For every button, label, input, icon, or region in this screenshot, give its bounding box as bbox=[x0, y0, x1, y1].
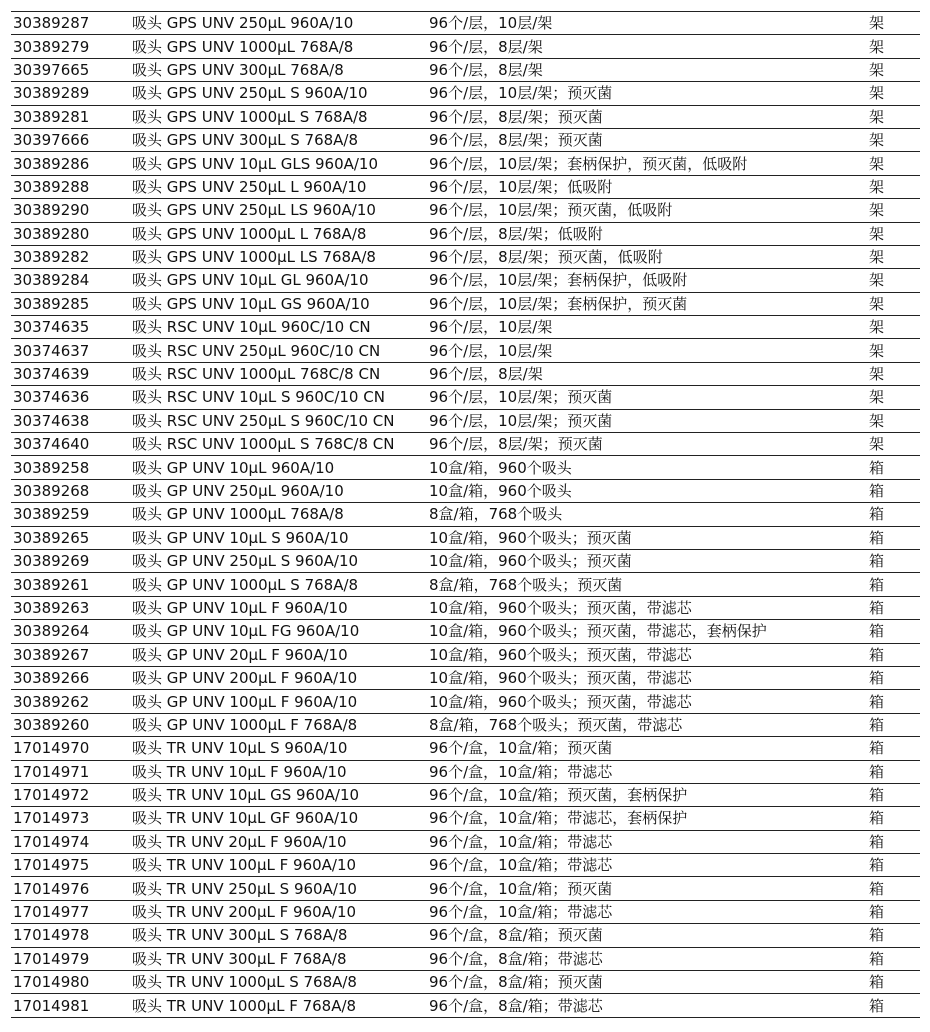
product-name-cell: 吸头 TR UNV 100µL F 960A/10 bbox=[130, 854, 427, 877]
packaging-cell: 96个/盒，8盒/箱；带滤芯 bbox=[427, 994, 867, 1017]
product-name-cell: 吸头 TR UNV 1000µL S 768A/8 bbox=[130, 971, 427, 994]
unit-cell: 箱 bbox=[867, 947, 920, 970]
unit-cell: 架 bbox=[867, 58, 920, 81]
table-row bbox=[11, 854, 920, 877]
product-code-cell: 30374635 bbox=[11, 316, 130, 339]
table-row bbox=[11, 409, 920, 432]
product-code-cell: 30389263 bbox=[11, 596, 130, 619]
product-code-cell: 30389269 bbox=[11, 549, 130, 572]
product-code-cell: 17014977 bbox=[11, 900, 130, 923]
packaging-cell: 96个/盒，10盒/箱；带滤芯 bbox=[427, 760, 867, 783]
packaging-cell: 96个/盒，10盒/箱；预灭菌 bbox=[427, 877, 867, 900]
product-name-cell: 吸头 TR UNV 250µL S 960A/10 bbox=[130, 877, 427, 900]
table-row bbox=[11, 713, 920, 736]
packaging-cell: 10盒/箱，960个吸头；预灭菌 bbox=[427, 549, 867, 572]
product-name-cell: 吸头 GP UNV 10µL FG 960A/10 bbox=[130, 620, 427, 643]
packaging-cell: 96个/盒，10盒/箱；带滤芯 bbox=[427, 900, 867, 923]
unit-cell: 架 bbox=[867, 222, 920, 245]
product-code-cell: 30389258 bbox=[11, 456, 130, 479]
unit-cell: 架 bbox=[867, 316, 920, 339]
packaging-cell: 8盒/箱，768个吸头；预灭菌 bbox=[427, 573, 867, 596]
product-code-cell: 17014980 bbox=[11, 971, 130, 994]
product-code-cell: 30389284 bbox=[11, 269, 130, 292]
product-code-cell: 30374640 bbox=[11, 433, 130, 456]
product-code-cell: 17014979 bbox=[11, 947, 130, 970]
product-name-cell: 吸头 GPS UNV 250µL S 960A/10 bbox=[130, 82, 427, 105]
product-name-cell: 吸头 RSC UNV 250µL 960C/10 CN bbox=[130, 339, 427, 362]
table-row bbox=[11, 900, 920, 923]
product-name-cell: 吸头 GP UNV 20µL F 960A/10 bbox=[130, 643, 427, 666]
product-code-cell: 30389267 bbox=[11, 643, 130, 666]
product-code-cell: 17014972 bbox=[11, 783, 130, 806]
table-row bbox=[11, 128, 920, 151]
unit-cell: 架 bbox=[867, 12, 920, 35]
table-row bbox=[11, 479, 920, 502]
unit-cell: 箱 bbox=[867, 924, 920, 947]
packaging-cell: 96个/层，8层/架；预灭菌 bbox=[427, 128, 867, 151]
unit-cell: 架 bbox=[867, 362, 920, 385]
table-row bbox=[11, 807, 920, 830]
product-name-cell: 吸头 GPS UNV 10µL GL 960A/10 bbox=[130, 269, 427, 292]
unit-cell: 架 bbox=[867, 175, 920, 198]
product-code-cell: 17014973 bbox=[11, 807, 130, 830]
packaging-cell: 96个/层，10层/架 bbox=[427, 339, 867, 362]
packaging-cell: 96个/盒，10盒/箱；带滤芯 bbox=[427, 830, 867, 853]
product-code-cell: 30389281 bbox=[11, 105, 130, 128]
packaging-cell: 96个/层，8层/架；低吸附 bbox=[427, 222, 867, 245]
table-row bbox=[11, 339, 920, 362]
product-name-cell: 吸头 TR UNV 10µL GF 960A/10 bbox=[130, 807, 427, 830]
product-name-cell: 吸头 TR UNV 10µL GS 960A/10 bbox=[130, 783, 427, 806]
packaging-cell: 96个/层，10层/架；预灭菌，低吸附 bbox=[427, 199, 867, 222]
product-code-cell: 17014970 bbox=[11, 737, 130, 760]
packaging-cell: 96个/层，10层/架；预灭菌 bbox=[427, 82, 867, 105]
table-row bbox=[11, 573, 920, 596]
unit-cell: 箱 bbox=[867, 526, 920, 549]
product-table-body bbox=[11, 12, 920, 1018]
unit-cell: 箱 bbox=[867, 456, 920, 479]
unit-cell: 箱 bbox=[867, 971, 920, 994]
table-row bbox=[11, 175, 920, 198]
product-name-cell: 吸头 GPS UNV 1000µL 768A/8 bbox=[130, 35, 427, 58]
product-code-cell: 30374637 bbox=[11, 339, 130, 362]
product-code-cell: 30389286 bbox=[11, 152, 130, 175]
product-code-cell: 30389262 bbox=[11, 690, 130, 713]
product-code-cell: 30397665 bbox=[11, 58, 130, 81]
unit-cell: 箱 bbox=[867, 643, 920, 666]
table-row bbox=[11, 222, 920, 245]
packaging-cell: 10盒/箱，960个吸头 bbox=[427, 456, 867, 479]
unit-cell: 箱 bbox=[867, 807, 920, 830]
product-code-cell: 17014975 bbox=[11, 854, 130, 877]
packaging-cell: 10盒/箱，960个吸头；预灭菌，带滤芯，套柄保护 bbox=[427, 620, 867, 643]
product-name-cell: 吸头 RSC UNV 250µL S 960C/10 CN bbox=[130, 409, 427, 432]
unit-cell: 箱 bbox=[867, 713, 920, 736]
product-code-cell: 30389260 bbox=[11, 713, 130, 736]
packaging-cell: 96个/层，8层/架 bbox=[427, 35, 867, 58]
product-name-cell: 吸头 RSC UNV 1000µL 768C/8 CN bbox=[130, 362, 427, 385]
unit-cell: 架 bbox=[867, 245, 920, 268]
unit-cell: 箱 bbox=[867, 994, 920, 1017]
product-code-cell: 30389261 bbox=[11, 573, 130, 596]
table-row bbox=[11, 245, 920, 268]
table-row bbox=[11, 292, 920, 315]
product-name-cell: 吸头 RSC UNV 10µL S 960C/10 CN bbox=[130, 386, 427, 409]
product-code-cell: 17014981 bbox=[11, 994, 130, 1017]
packaging-cell: 96个/层，8层/架；预灭菌 bbox=[427, 105, 867, 128]
table-row bbox=[11, 269, 920, 292]
product-name-cell: 吸头 GP UNV 250µL 960A/10 bbox=[130, 479, 427, 502]
product-code-cell: 30389264 bbox=[11, 620, 130, 643]
unit-cell: 箱 bbox=[867, 783, 920, 806]
product-code-cell: 30389288 bbox=[11, 175, 130, 198]
table-row bbox=[11, 526, 920, 549]
packaging-cell: 96个/层，10层/架；低吸附 bbox=[427, 175, 867, 198]
product-code-cell: 30374638 bbox=[11, 409, 130, 432]
table-row bbox=[11, 12, 920, 35]
product-name-cell: 吸头 GP UNV 1000µL 768A/8 bbox=[130, 503, 427, 526]
unit-cell: 箱 bbox=[867, 830, 920, 853]
table-row bbox=[11, 362, 920, 385]
product-name-cell: 吸头 GPS UNV 10µL GS 960A/10 bbox=[130, 292, 427, 315]
unit-cell: 箱 bbox=[867, 479, 920, 502]
product-code-cell: 30389290 bbox=[11, 199, 130, 222]
product-name-cell: 吸头 TR UNV 200µL F 960A/10 bbox=[130, 900, 427, 923]
product-name-cell: 吸头 TR UNV 10µL F 960A/10 bbox=[130, 760, 427, 783]
table-row bbox=[11, 152, 920, 175]
product-name-cell: 吸头 GPS UNV 300µL 768A/8 bbox=[130, 58, 427, 81]
unit-cell: 架 bbox=[867, 433, 920, 456]
packaging-cell: 8盒/箱，768个吸头；预灭菌，带滤芯 bbox=[427, 713, 867, 736]
table-row bbox=[11, 386, 920, 409]
product-name-cell: 吸头 GP UNV 250µL S 960A/10 bbox=[130, 549, 427, 572]
unit-cell: 架 bbox=[867, 292, 920, 315]
product-code-cell: 30389285 bbox=[11, 292, 130, 315]
unit-cell: 箱 bbox=[867, 573, 920, 596]
packaging-cell: 96个/盒，10盒/箱；带滤芯，套柄保护 bbox=[427, 807, 867, 830]
product-name-cell: 吸头 GP UNV 1000µL F 768A/8 bbox=[130, 713, 427, 736]
packaging-cell: 96个/层，10层/架 bbox=[427, 12, 867, 35]
packaging-cell: 96个/层，8层/架 bbox=[427, 362, 867, 385]
packaging-cell: 96个/盒，10盒/箱；带滤芯 bbox=[427, 854, 867, 877]
product-name-cell: 吸头 GP UNV 200µL F 960A/10 bbox=[130, 666, 427, 689]
unit-cell: 箱 bbox=[867, 854, 920, 877]
product-name-cell: 吸头 GPS UNV 300µL S 768A/8 bbox=[130, 128, 427, 151]
product-name-cell: 吸头 GP UNV 10µL S 960A/10 bbox=[130, 526, 427, 549]
table-row bbox=[11, 105, 920, 128]
product-code-cell: 30389259 bbox=[11, 503, 130, 526]
unit-cell: 箱 bbox=[867, 877, 920, 900]
table-row bbox=[11, 596, 920, 619]
product-name-cell: 吸头 TR UNV 20µL F 960A/10 bbox=[130, 830, 427, 853]
table-row bbox=[11, 971, 920, 994]
packaging-cell: 10盒/箱，960个吸头；预灭菌，带滤芯 bbox=[427, 666, 867, 689]
unit-cell: 箱 bbox=[867, 666, 920, 689]
unit-cell: 箱 bbox=[867, 596, 920, 619]
product-code-cell: 17014974 bbox=[11, 830, 130, 853]
unit-cell: 箱 bbox=[867, 549, 920, 572]
table-row bbox=[11, 643, 920, 666]
table-row bbox=[11, 947, 920, 970]
packaging-cell: 10盒/箱，960个吸头；预灭菌，带滤芯 bbox=[427, 596, 867, 619]
product-name-cell: 吸头 TR UNV 300µL S 768A/8 bbox=[130, 924, 427, 947]
product-code-cell: 17014971 bbox=[11, 760, 130, 783]
packaging-cell: 10盒/箱，960个吸头；预灭菌，带滤芯 bbox=[427, 690, 867, 713]
unit-cell: 箱 bbox=[867, 620, 920, 643]
packaging-cell: 96个/盒，10盒/箱；预灭菌 bbox=[427, 737, 867, 760]
unit-cell: 箱 bbox=[867, 690, 920, 713]
unit-cell: 箱 bbox=[867, 503, 920, 526]
product-name-cell: 吸头 TR UNV 10µL S 960A/10 bbox=[130, 737, 427, 760]
product-name-cell: 吸头 TR UNV 300µL F 768A/8 bbox=[130, 947, 427, 970]
product-name-cell: 吸头 GPS UNV 1000µL LS 768A/8 bbox=[130, 245, 427, 268]
product-code-cell: 30389282 bbox=[11, 245, 130, 268]
product-name-cell: 吸头 GP UNV 10µL F 960A/10 bbox=[130, 596, 427, 619]
packaging-cell: 96个/层，8层/架 bbox=[427, 58, 867, 81]
product-code-cell: 17014978 bbox=[11, 924, 130, 947]
packaging-cell: 96个/盒，8盒/箱；预灭菌 bbox=[427, 924, 867, 947]
product-code-cell: 30389289 bbox=[11, 82, 130, 105]
unit-cell: 架 bbox=[867, 386, 920, 409]
unit-cell: 箱 bbox=[867, 760, 920, 783]
table-row bbox=[11, 783, 920, 806]
unit-cell: 架 bbox=[867, 152, 920, 175]
table-row bbox=[11, 433, 920, 456]
product-code-cell: 30389268 bbox=[11, 479, 130, 502]
unit-cell: 架 bbox=[867, 199, 920, 222]
packaging-cell: 96个/层，10层/架 bbox=[427, 316, 867, 339]
unit-cell: 箱 bbox=[867, 900, 920, 923]
product-code-cell: 30389266 bbox=[11, 666, 130, 689]
product-name-cell: 吸头 RSC UNV 1000µL S 768C/8 CN bbox=[130, 433, 427, 456]
packaging-cell: 96个/层，10层/架；预灭菌 bbox=[427, 386, 867, 409]
table-row bbox=[11, 924, 920, 947]
product-code-cell: 30389287 bbox=[11, 12, 130, 35]
unit-cell: 架 bbox=[867, 105, 920, 128]
unit-cell: 架 bbox=[867, 82, 920, 105]
product-code-cell: 30389279 bbox=[11, 35, 130, 58]
product-name-cell: 吸头 TR UNV 1000µL F 768A/8 bbox=[130, 994, 427, 1017]
product-code-cell: 30397666 bbox=[11, 128, 130, 151]
packaging-cell: 8盒/箱，768个吸头 bbox=[427, 503, 867, 526]
table-row bbox=[11, 877, 920, 900]
packaging-cell: 96个/盒，8盒/箱；带滤芯 bbox=[427, 947, 867, 970]
product-name-cell: 吸头 GPS UNV 250µL L 960A/10 bbox=[130, 175, 427, 198]
unit-cell: 架 bbox=[867, 409, 920, 432]
product-name-cell: 吸头 GPS UNV 250µL 960A/10 bbox=[130, 12, 427, 35]
table-row bbox=[11, 830, 920, 853]
table-row bbox=[11, 35, 920, 58]
table-row bbox=[11, 456, 920, 479]
product-code-cell: 30374639 bbox=[11, 362, 130, 385]
product-name-cell: 吸头 GPS UNV 10µL GLS 960A/10 bbox=[130, 152, 427, 175]
table-row bbox=[11, 82, 920, 105]
unit-cell: 架 bbox=[867, 128, 920, 151]
table-row bbox=[11, 737, 920, 760]
table-row bbox=[11, 760, 920, 783]
product-name-cell: 吸头 GPS UNV 250µL LS 960A/10 bbox=[130, 199, 427, 222]
table-row bbox=[11, 666, 920, 689]
table-row bbox=[11, 549, 920, 572]
unit-cell: 箱 bbox=[867, 737, 920, 760]
product-code-cell: 17014976 bbox=[11, 877, 130, 900]
table-row bbox=[11, 503, 920, 526]
product-code-cell: 30389280 bbox=[11, 222, 130, 245]
table-row bbox=[11, 58, 920, 81]
product-code-cell: 30389265 bbox=[11, 526, 130, 549]
unit-cell: 架 bbox=[867, 339, 920, 362]
product-name-cell: 吸头 GPS UNV 1000µL L 768A/8 bbox=[130, 222, 427, 245]
packaging-cell: 96个/层，8层/架；预灭菌 bbox=[427, 433, 867, 456]
table-row bbox=[11, 620, 920, 643]
table-row bbox=[11, 994, 920, 1017]
packaging-cell: 10盒/箱，960个吸头；预灭菌，带滤芯 bbox=[427, 643, 867, 666]
product-name-cell: 吸头 RSC UNV 10µL 960C/10 CN bbox=[130, 316, 427, 339]
packaging-cell: 10盒/箱，960个吸头；预灭菌 bbox=[427, 526, 867, 549]
table-row bbox=[11, 690, 920, 713]
packaging-cell: 96个/层，10层/架；套柄保护，低吸附 bbox=[427, 269, 867, 292]
packaging-cell: 96个/盒，8盒/箱；预灭菌 bbox=[427, 971, 867, 994]
product-code-cell: 30374636 bbox=[11, 386, 130, 409]
product-name-cell: 吸头 GP UNV 100µL F 960A/10 bbox=[130, 690, 427, 713]
unit-cell: 架 bbox=[867, 35, 920, 58]
packaging-cell: 96个/层，10层/架；套柄保护，预灭菌 bbox=[427, 292, 867, 315]
packaging-cell: 10盒/箱，960个吸头 bbox=[427, 479, 867, 502]
product-table bbox=[11, 11, 920, 1018]
product-name-cell: 吸头 GPS UNV 1000µL S 768A/8 bbox=[130, 105, 427, 128]
packaging-cell: 96个/盒，10盒/箱；预灭菌，套柄保护 bbox=[427, 783, 867, 806]
packaging-cell: 96个/层，10层/架；预灭菌 bbox=[427, 409, 867, 432]
product-name-cell: 吸头 GP UNV 10µL 960A/10 bbox=[130, 456, 427, 479]
table-row bbox=[11, 199, 920, 222]
packaging-cell: 96个/层，8层/架；预灭菌，低吸附 bbox=[427, 245, 867, 268]
table-row bbox=[11, 316, 920, 339]
unit-cell: 架 bbox=[867, 269, 920, 292]
product-name-cell: 吸头 GP UNV 1000µL S 768A/8 bbox=[130, 573, 427, 596]
packaging-cell: 96个/层，10层/架；套柄保护，预灭菌，低吸附 bbox=[427, 152, 867, 175]
